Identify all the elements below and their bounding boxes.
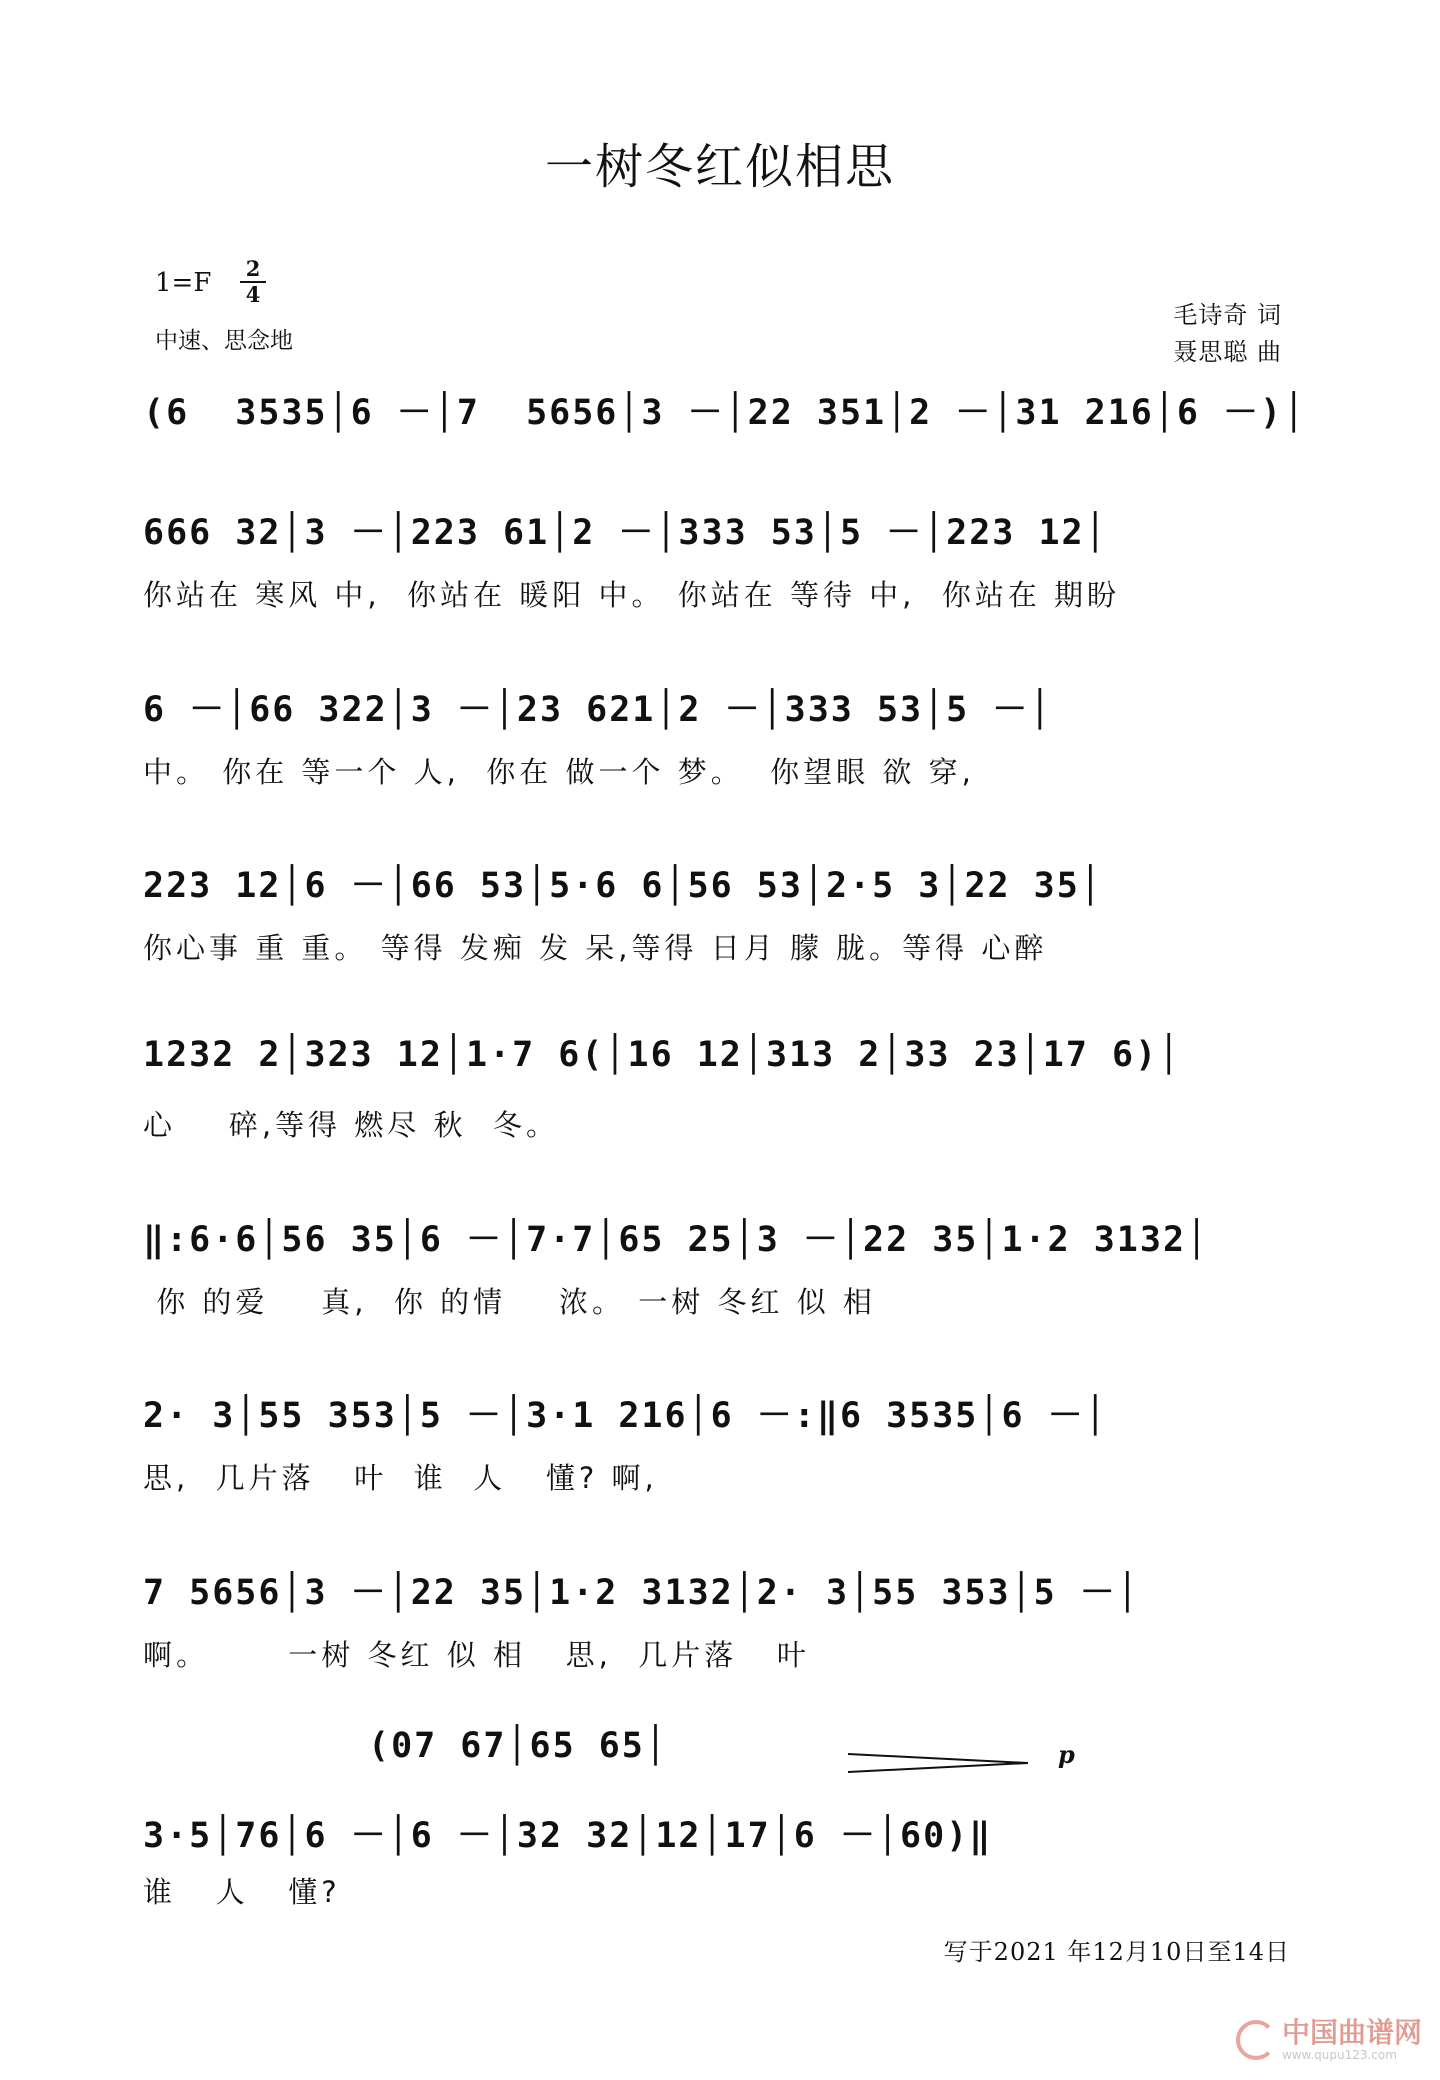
notes-line: (6 3535│6 －│7 5656│3 －│22 351│2 －│31 216│6 －)│ bbox=[143, 393, 1307, 433]
notes-line: 6 －│66 322│3 －│23 621│2 －│333 53│5 －│ bbox=[143, 690, 1053, 730]
time-signature-bottom: 4 bbox=[245, 282, 261, 307]
lyrics-line: 思, 几片落 叶 谁 人 懂? 啊, bbox=[143, 1461, 658, 1495]
watermark-name: 中国曲谱网 bbox=[1281, 2016, 1422, 2049]
decrescendo-hairpin bbox=[848, 1750, 1028, 1776]
lyrics-line: 你心事 重 重。 等得 发痴 发 呆,等得 日月 朦 胧。等得 心醉 bbox=[143, 931, 1048, 965]
dynamic-marking: p bbox=[1058, 1740, 1075, 1769]
upper-voice-line: (07 67│65 65│ bbox=[368, 1726, 668, 1766]
lyricist-credit: 毛诗奇 词 bbox=[1173, 301, 1282, 329]
lyrics-line: 你站在 寒风 中, 你站在 暖阳 中。 你站在 等待 中, 你站在 期盼 bbox=[143, 578, 1121, 612]
watermark bbox=[1236, 2018, 1422, 2062]
lyrics-line: 中。 你在 等一个 人, 你在 做一个 梦。 你望眼 欲 穿, bbox=[143, 755, 975, 789]
notes-line: 7 5656│3 －│22 35│1·2 3132│2· 3│55 353│5 －│ bbox=[143, 1573, 1140, 1613]
time-signature bbox=[240, 258, 266, 306]
composition-date: 写于2021 年12月10日至14日 bbox=[943, 1938, 1290, 1966]
watermark-url: www.qupu123.com bbox=[1281, 2048, 1397, 2062]
lyrics-line: 心 碎,等得 燃尽 秋 冬。 bbox=[143, 1108, 559, 1142]
notes-line: 3·5│76│6 －│6 －│32 32│12│17│6 －│60)‖ bbox=[143, 1816, 993, 1856]
notes-line: ‖:6·6│56 35│6 －│7·7│65 25│3 －│22 35│1·2 3132│ bbox=[143, 1220, 1210, 1260]
time-signature-top: 2 bbox=[245, 256, 261, 281]
tempo-marking: 中速、思念地 bbox=[155, 328, 293, 354]
notes-line: 2· 3│55 353│5 －│3·1 216│6 －:‖6 3535│6 －│ bbox=[143, 1396, 1108, 1436]
notes-line: 223 12│6 －│66 53│5·6 6│56 53│2·5 3│22 35│ bbox=[143, 866, 1103, 906]
key-signature: 1=F bbox=[155, 268, 212, 298]
lyrics-line: 你 的爱 真, 你 的情 浓。 一树 冬红 似 相 bbox=[143, 1285, 876, 1319]
notes-line: 666 32│3 －│223 61│2 －│333 53│5 －│223 12│ bbox=[143, 513, 1108, 553]
notes-line: 1232 2│323 12│1·7 6(│16 12│313 2│33 23│17 6)│ bbox=[143, 1035, 1182, 1075]
composer-credit: 聂思聪 曲 bbox=[1173, 338, 1282, 366]
lyrics-line: 啊。 一树 冬红 似 相 思, 几片落 叶 bbox=[143, 1638, 810, 1672]
song-title: 一树冬红似相思 bbox=[544, 139, 895, 195]
lyrics-line: 谁 人 懂? bbox=[143, 1875, 341, 1909]
watermark-logo-icon bbox=[1236, 2020, 1276, 2060]
